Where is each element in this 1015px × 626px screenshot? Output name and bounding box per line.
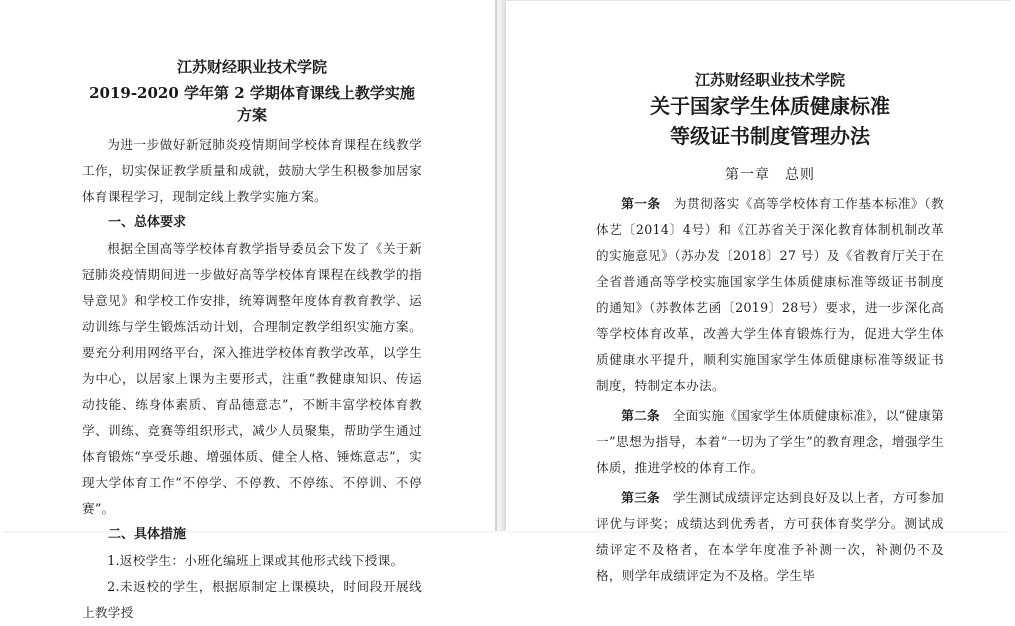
article-1-label: 第一条 (621, 196, 661, 211)
measure-item-2: 2.未返校的学生，根据原制定上课模块，时间段开展线上教学授 (82, 579, 422, 620)
document-page-left (0, 0, 497, 620)
article-3-body: 学生测试成绩评定达到良好及以上者，方可参加评优与评奖；成绩达到优秀者，方可获体育奖学分。测试成绩评定不及格者，在本学年度准予补测一次，补测仍不及格，则学年成绩评定为不及格。学生毕 (596, 490, 944, 583)
chapter-heading: 第一章 总则 (725, 167, 815, 183)
article-1-body: 为贯彻落实《高等学校体育工作基本标准》（教体艺〔2014〕4号）和《江苏省关于深化教育体制机制改革的实施意见》（苏办发〔2018〕27 号）及《省教育厅关于在全省普通高等学校实施国家学生体质健康标准等级证书制度的通知》（苏教体艺函〔2019〕28号）要求，进一步深化高等学校体育改革，改善大学生体育锻炼行为，促进大学生体质健康水平提升，顺利实施国家学生体质健康标准等级证书制度，特制定本办法。 (596, 196, 944, 393)
left-school-name: 江苏财经职业技术学院 (176, 58, 327, 76)
left-document-title: 2019-2020 学年第 2 学期体育课线上教学实施方案 (89, 84, 415, 124)
page-gap (497, 0, 505, 531)
left-intro-paragraph: 为进一步做好新冠肺炎疫情期间学校体育课程在线教学工作，切实保证教学质量和成就，鼓励大学生积极参加居家体育课程学习，现制定线上教学实施方案。 (82, 137, 422, 204)
right-title-line-1: 关于国家学生体质健康标准 (650, 94, 890, 118)
article-3-label: 第三条 (621, 490, 660, 505)
article-2-body: 全面实施《国家学生体质健康标准》，以“健康第一”思想为指导，本着“一切为了学生”的教育理念，增强学生体质，推进学校的体育工作。 (596, 408, 944, 475)
right-title-line-2: 等级证书制度管理办法 (670, 124, 870, 148)
article-1 (596, 191, 944, 399)
section2-heading: 二、具体措施 (108, 527, 187, 542)
left-page-content (82, 56, 422, 626)
section1-heading: 一、总体要求 (108, 215, 187, 230)
article-3 (596, 485, 944, 589)
right-page-content (596, 69, 944, 589)
measure-item-1: 1.返校学生：小班化编班上课或其他形式线下授课。 (107, 553, 404, 568)
section1-paragraph: 根据全国高等学校体育教学指导委员会下发了《关于新冠肺炎疫情期间进一步做好高等学校体育课程在线教学的指导意见》和学校工作安排，统筹调整年度体育教育教学、运动训练与学生锻炼活动计划，合理制定教学组织实施方案。要充分利用网络平台，深入推进学校体育教学改革，以学生为中心，以居家上课为主要形式，注重“教健康知识、传运动技能、练身体素质、育品德意志”，不断丰富学校体育教学、训练、竞赛等组织形式，减少人员聚集，帮助学生通过体育锻炼“享受乐趣、增强体质、健全人格、锤炼意志”，实现大学体育工作“不停学、不停教、不停练、不停训、不停赛”。 (82, 241, 422, 516)
right-school-name: 江苏财经职业技术学院 (694, 71, 845, 89)
document-page-right (505, 0, 1010, 583)
article-2-label: 第二条 (621, 408, 660, 423)
article-2 (596, 403, 944, 481)
